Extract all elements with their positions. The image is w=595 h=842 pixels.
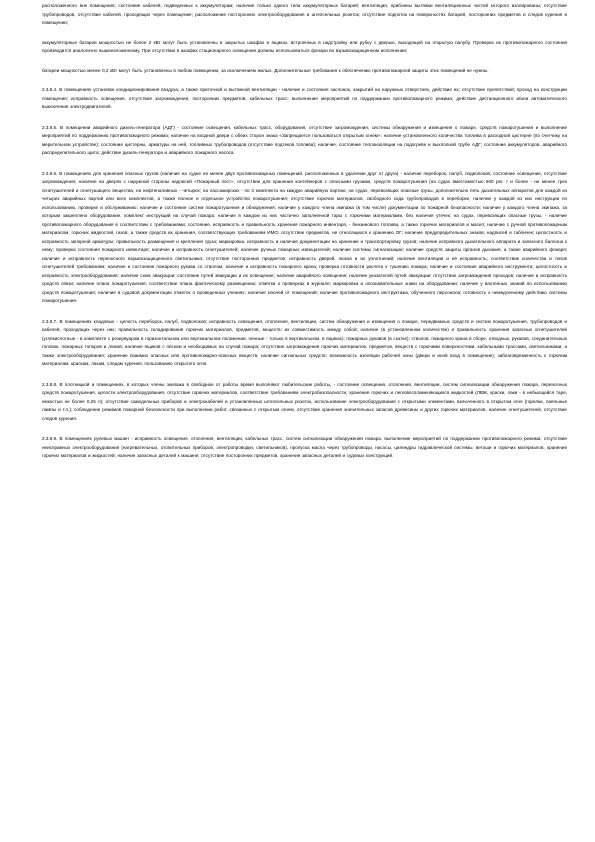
paragraph-2-3-8-6-dangerous-goods: 2.3.8.6. В помещениях для хранения опасных грузов (наличие на судне не менее двух противопожарных помещений, расположенных в удалении друг от друга) - наличие переборок, палуб, подволоков; состояние освещения, отсутствие загромождения; наличие на дверях с наружной стороны надписей «Пожарный пост», отсутствие для хранения контейнеров с опасными грузами, средств пожаротушения (на судах вместимостью 500 рег. т и более - не менее трех огнетушителей и огнетушащего вещества, на нефтеналивных - четырех; на пассажирских - по 3 комплекта на каждую аварийную партию; на судах, перевозящих опасные грузы, дополнительно пять дыхательных аппаратов для каждой из четырех аварийных партий или всех комплектов, а также полное и отдельное устройство пожаротушения; отсутствие горючих материалов, свободного хода трубопроводов в переборке, наличие у каждой из них инструкции по использованию, проверке и обслуживанию; наличие и состояние систем пожаротушения и обнаружения; наличие у каждого члена экипажа (в том числе) документации по пожарной безопасности; наличие у каждого члена экипажа, за которым закреплено оборудование, комплект инструкций на случай пожара; наличие в каждом из них частично заполненной тары с горючими материалами, без наличия утечек; на судах, перевозящих опасные грузы, - наличие противопожарного оборудования в соответствии с требованиями; состояние, исправность и правильность хранения пожарного инвентаря, - бензинового топлива, а также горючих материалов и масел; наличие с ручной противопожарным материалом, горючих жидкостей, газов, а также средств их хранения, соответствующих требованиям ИМО; отсутствие предметов, не относящихся к хранению ОГ; наличие предупредительных знаков, надписей и табличек; целостность и исправность запорной арматуры; правильность размещения и крепления груза; маркировка, исправность и наличие документации на хранение и транспортировку грузов; наличие исправного дыхательного аппарата и запасного баллона к нему; проверка состояния пожарного инвентаря; наличие и исправность огнетушителей; наличие ручных пожарных извещателей; наличие системы сигнализации; наличие средств защиты органов дыхания, а также аварийного фонаря; наличие и исправность переносного взрывозащищенного светильника; отсутствие посторонних предметов; исправность дверей, люков и их уплотнений; наличие вентиляции и её исправность; соответствие количества и типов огнетушителей требованиям; наличие и состояние пожарного рукава со стволом; наличие и исправность пожарного крана; проверка готовности расчета к тушению пожара; наличие и состояние аварийного инструмента; целостность и исправность электрооборудования; наличие схем эвакуации; состояние путей эвакуации и их освещение; наличие аварийного освещения; наличие указателей путей эвакуации; отсутствие загромождения проходов; наличие и исправность средств связи; наличие плана пожаротушения; соответствие плана фактическому размещению; отметки о проверках в журнале; маркировка и опознавательные знаки на оборудовании; наличие у вахтенных знаний по использованию средств пожаротушения; наличие в судовой документации отметок о проведенных учениях; наличие ключей от помещений; наличие противопожарного инструктажа, обученного персонала; готовность к немедленному действию системы пожаротушения. bbox=[42, 170, 567, 303]
paragraph-2-3-8-4-ventilation: 2.3.8.4. В помещениях установок кондиционирования воздуха, а также приточной и вытяжной вентиляции - наличие и состояние заслонок, закрытий на наружных отверстиях, действие их; отсутствие препятствий; проход на конструкции помещения; исправность освещения, отсутствие загромождения, посторонних предметов, кабельных трасс; выполнение мероприятий по поддержанию противопожарного режима; действие дистанционного и/или автоматического выключения электродвигателей. bbox=[42, 87, 567, 109]
paragraph-battery-room-continued: расположенного вне помещения; состояние кабелей, подведенных к аккумуляторам; наличие только одного типа аккумуляторных батарей; вентиляция, прибоины вытяжки вентиляционных частей которого изолированы; отсутствие трубопроводов, отсутствие кабелей, проходящих через помещение; расположение посторонних электрооборудования и штепсельных розеток; отсутствие подпоток на поверхностях батарей, посторонних предметов и следов курения в помещении; bbox=[42, 3, 567, 25]
paragraph-2-3-8-8-carpentry: 2.3.8.8. В плотницкой и помещениях, в которых члены экипажа в свободное от работы время выполняют любительские работы, - состояние освещения, отопления, вентиляции, систем сигнализации обнаружения пожара, переносных средств пожаротушения, целости электрооборудования, отсутствие горючих материалов, соответствие требованиям электробезопасности, хранение горючих и легковоспламеняющихся жидкостей (ЛВЖ, краски, лаки - в небьющейся таре, емкостью не более 0,25 л); отсутствие самодельных приборов и электрокабелей и установленных штепсельных розеток, использование электрооборудования с открытыми элементами, включенного в открытом огне (горелки, паяльные лампы и т.п.); соблюдение режимов пожарной безопасности при выполнении работ, связанных с открытым огнем, отсутствие хранения значительных запасов древесины и других горючих материалов, наличие огнетушителей, отсутствие следов курения. bbox=[42, 381, 567, 421]
paragraph-battery-cabinets: аккумуляторные батареи мощностью не более 2 кВт могут быть установлены в закрытых шкафах и ящиках, встроенных в надстройку или рубку с дверью, выходящей на открытую палубу. Проверка их противопожарного состояния производится аналогично вышеизложенному. При отсутствии в шкафах стационарного освещения должны использоваться фонари во взрывозащищенном исполнении; bbox=[42, 39, 567, 53]
document-page bbox=[42, 0, 567, 842]
paragraph-2-3-8-9-steering-gear: 2.3.8.9. В помещениях рулевых машин - исправность освещения, отопления, вентиляции, кабельных трасс, систем сигнализации обнаружения пожара, выполнение мероприятий по поддержанию противопожарного режима; отсутствие неисправных электрооборудования (нагревательных, отопительных приборов, электропроводки, светильников), пропуска масла через трубопроводы, насосы, цилиндры гидравлической системы, ветоши и горючих материалов, хранение горючих материалов и жидкостей; наличие запасных деталей к машине; отсутствие посторонних предметов, хранения запасных деталей и судовых конструкций. bbox=[42, 436, 567, 458]
paragraph-small-batteries: батареи мощностью менее 0,2 кВт могут быть установлены в любом помещении, за исключением жилых. Дополнительные требования к обеспечению противопожарной защиты этих помещений не нужны. bbox=[42, 67, 489, 73]
paragraph-2-3-8-5-emergency-generator: 2.3.8.5. В помещении аварийного дизель-генератора (АДГ) - состояние освещения, кабельных трасс, оборудования, отсутствие загромождения, системы обнаружения и извещения о пожаре, средств пожаротушения и выполнение мероприятий по поддержанию противопожарного режима; наличие на входной двери с обеих сторон знака «Запрещается пользоваться открытым огнем»; наличие установленного количества топлива в расходной цистерне (по счетчику на мерительном устройстве); состояние цистерны, арматуры на ней, топливных трубопроводов (отсутствие подтеков топлива); наличие, состояние теплоизоляции на подогреве и выхлопной трубе АДГ; состояние аккумуляторов, аварийного распределительного щита; действие дизель-генератора и аварийного пожарного насоса. bbox=[42, 124, 567, 155]
paragraph-2-3-8-7-storerooms: 2.3.8.7. В помещениях кладовых - целость переборок, палуб, подволоков; исправность освещения, отопления, вентиляции, систем обнаружения и извещения о пожаре, передвижных средств и систем пожаротушения, трубопроводов и кабелей, проходящих через них; правильность складирования горючих материалов, предметов, веществ; их совместимость между собой; наличие (в установленном количестве) и правильность хранения запасных огнетушителей (углекислотные - в комплекте с резервуаром в горизонтальном или вертикальном положении, пенные - только в вертикальном, в ящиках); пожарных рукавов (в скатке); стволов, пожарного крана в сборе, отводных, рукавов, соединительных головок, пожарных топоров и ломов; наличие ящиков с песком и необходимых на случай пожара; отсутствие загромождения горючих материалов, предметов, веществ с горючими поверхностями, кабельными трассами, светильниками, а также электрооборудования; хранение взаимно опасных или противопожарно-опасных веществ, наличие сигнальных средств; возможность изоляции рабочей зоны (двери и иной вход в помещение), заблаговременность к горючим материалам, краскам, лакам, следам курения, пользованию открытого огня. bbox=[42, 318, 567, 366]
